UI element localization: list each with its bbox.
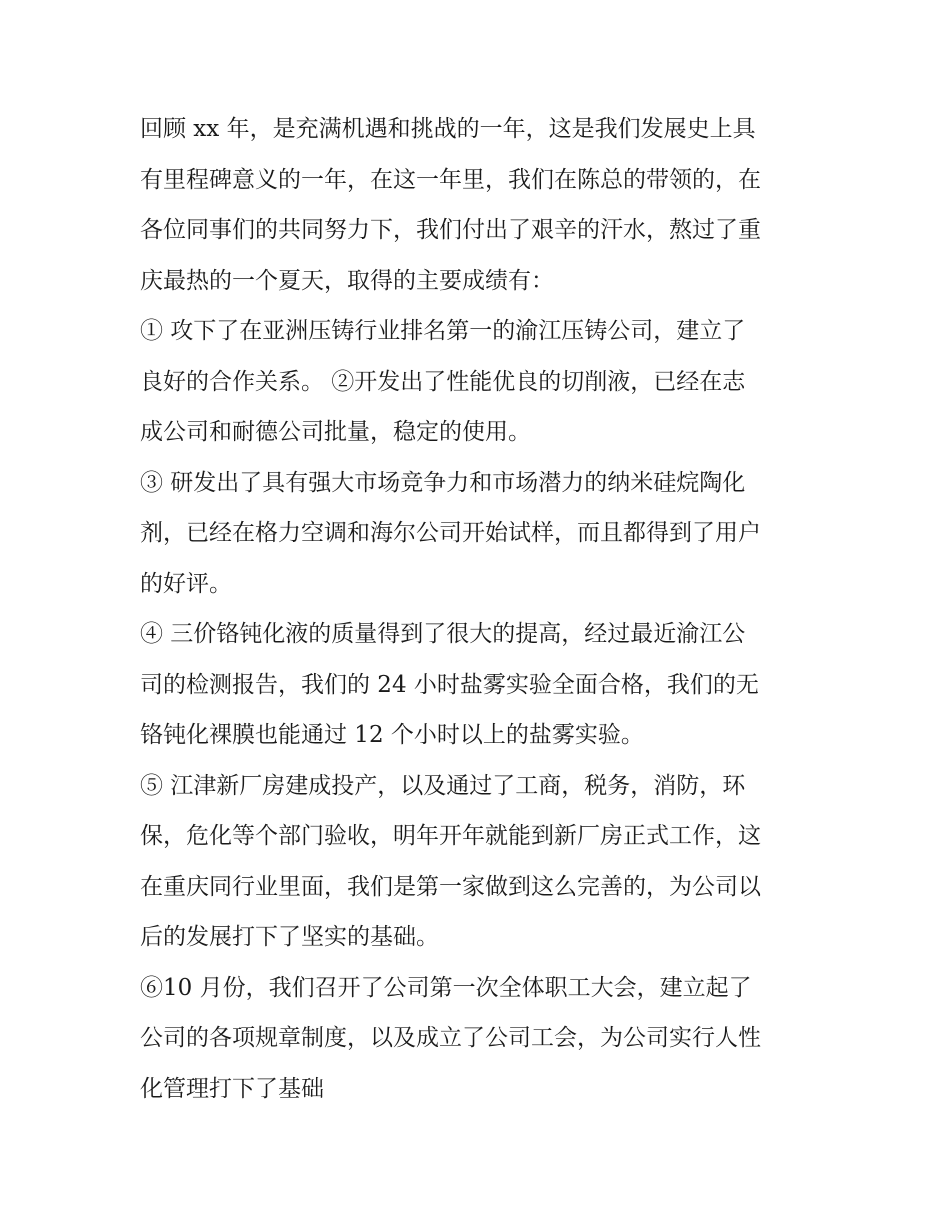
text-line: 在重庆同行业里面，我们是第一家做到这么完善的，为公司以	[140, 873, 761, 900]
text-line: 成公司和耐德公司批量，稳定的使用。	[140, 419, 531, 445]
text-line: 各位同事们的共同努力下，我们付出了艰辛的汗水，熬过了重	[140, 217, 761, 243]
text-line: 化管理打下了基础	[140, 1075, 324, 1102]
text-line: 的好评。	[140, 570, 232, 597]
text-line: 良好的合作关系。 ②开发出了性能优良的切削液，已经在志	[140, 368, 746, 395]
text-line: ③ 研发出了具有强大市场竞争力和市场潜力的纳米硅烷陶化	[140, 469, 746, 496]
document-body	[140, 104, 830, 1114]
text-line: 有里程碑意义的一年，在这一年里，我们在陈总的带领的，在	[140, 166, 761, 193]
text-line: 后的发展打下了坚实的基础。	[140, 924, 439, 950]
text-line: ⑤ 江津新厂房建成投产，以及通过了工商，税务，消防，环	[140, 772, 746, 799]
text-line: 司的检测报告，我们的 24 小时盐雾实验全面合格，我们的无	[140, 671, 759, 698]
text-line: ⑥10 月份，我们召开了公司第一次全体职工大会，建立起了	[140, 974, 752, 1001]
text-line: 剂，已经在格力空调和海尔公司开始试样，而且都得到了用户	[140, 520, 761, 546]
text-line: 庆最热的一个夏天，取得的主要成绩有：	[140, 267, 554, 294]
text-line: ① 攻下了在亚洲压铸行业排名第一的渝江压铸公司，建立了	[140, 318, 746, 344]
text-line: 保，危化等个部门验收，明年开年就能到新厂房正式工作，这	[140, 823, 761, 849]
text-line: 铬钝化裸膜也能通过 12 个小时以上的盐雾实验。	[140, 722, 644, 748]
text-line: 回顾 xx 年，是充满机遇和挑战的一年，这是我们发展史上具	[140, 116, 756, 142]
text-line: 公司的各项规章制度，以及成立了公司工会，为公司实行人性	[140, 1025, 761, 1051]
text-line: ④ 三价铬钝化液的质量得到了很大的提高，经过最近渝江公	[140, 621, 746, 647]
